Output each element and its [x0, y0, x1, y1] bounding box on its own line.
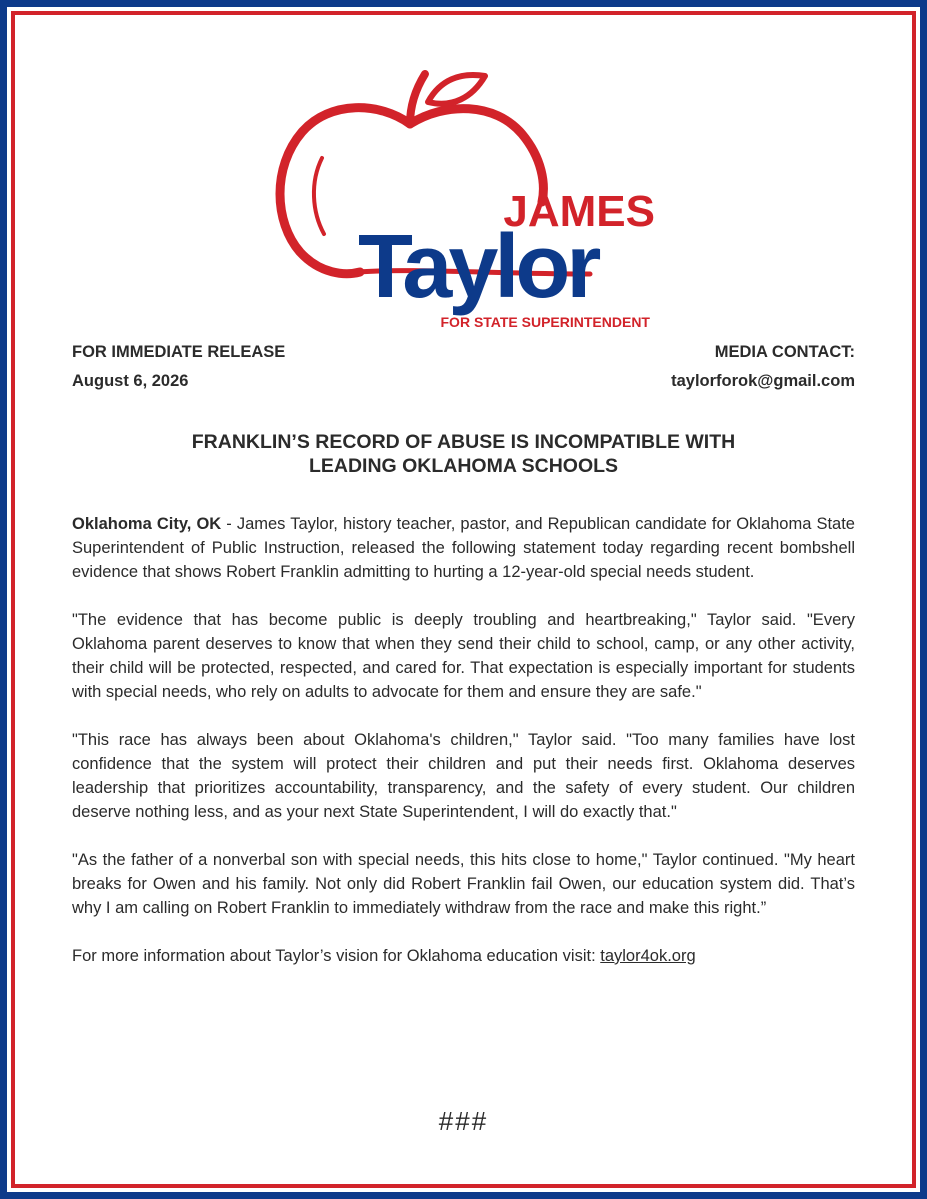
logo-subtitle: FOR STATE SUPERINTENDENT [440, 314, 650, 330]
logo-last-name: Taylor [358, 217, 598, 317]
website-link[interactable]: taylor4ok.org [600, 947, 696, 965]
logo-first-name: JAMES [503, 187, 655, 236]
press-release-body [72, 512, 855, 992]
paragraph-1-text: - James Taylor, history teacher, pastor, and Republican candidate for Oklahoma State Superintendent of Public Instruction, released the following statement today regarding recent bombshell evidence that shows Robert Franklin admitting to hurting a 12-year-old special needs student. [72, 515, 855, 581]
paragraph-4: "As the father of a nonverbal son with special needs, this hits close to home," Taylor continued. "My heart breaks for Owen and his family. Not only did Robert Franklin fail Owen, our education system did. That’s why I am calling on Robert Franklin to immediately withdraw from the race and make this right.” [72, 851, 855, 917]
dateline: Oklahoma City, OK [72, 515, 222, 533]
contact-label: MEDIA CONTACT: [714, 343, 855, 361]
paragraph-3: "This race has always been about Oklahoma's children," Taylor said. "Too many families have lost confidence that the system will protect their children and put their needs first. Oklahoma deserves leadership that prioritizes accountability, transparency, and the safety of every student. Our children deserve nothing less, and as your next State Superintendent, I will do exactly that." [72, 731, 855, 821]
media-contact [671, 342, 855, 400]
paragraph-1 [72, 512, 855, 584]
headline-line-1: FRANKLIN’S RECORD OF ABUSE IS INCOMPATIBLE WITH [191, 431, 736, 453]
release-date: August 6, 2026 [72, 372, 189, 390]
campaign-logo [260, 62, 660, 330]
paragraph-5 [72, 944, 855, 968]
release-info [72, 342, 285, 400]
contact-email[interactable]: taylorforok@gmail.com [671, 372, 855, 390]
end-mark: ### [438, 1106, 489, 1136]
paragraph-5-text: For more information about Taylor’s vision for Oklahoma education visit: [72, 947, 601, 965]
headline [72, 430, 855, 478]
headline-line-2: LEADING OKLAHOMA SCHOOLS [308, 455, 619, 477]
paragraph-2: "The evidence that has become public is deeply troubling and heartbreaking," Taylor said. "Every Oklahoma parent deserves to know that when they send their child to school, camp, or any other activity, their child will be protected, respected, and cared for. That expectation is especially important for students with special needs, who rely on adults to advocate for them and ensure they are safe." [72, 611, 855, 701]
release-label: FOR IMMEDIATE RELEASE [72, 343, 286, 361]
